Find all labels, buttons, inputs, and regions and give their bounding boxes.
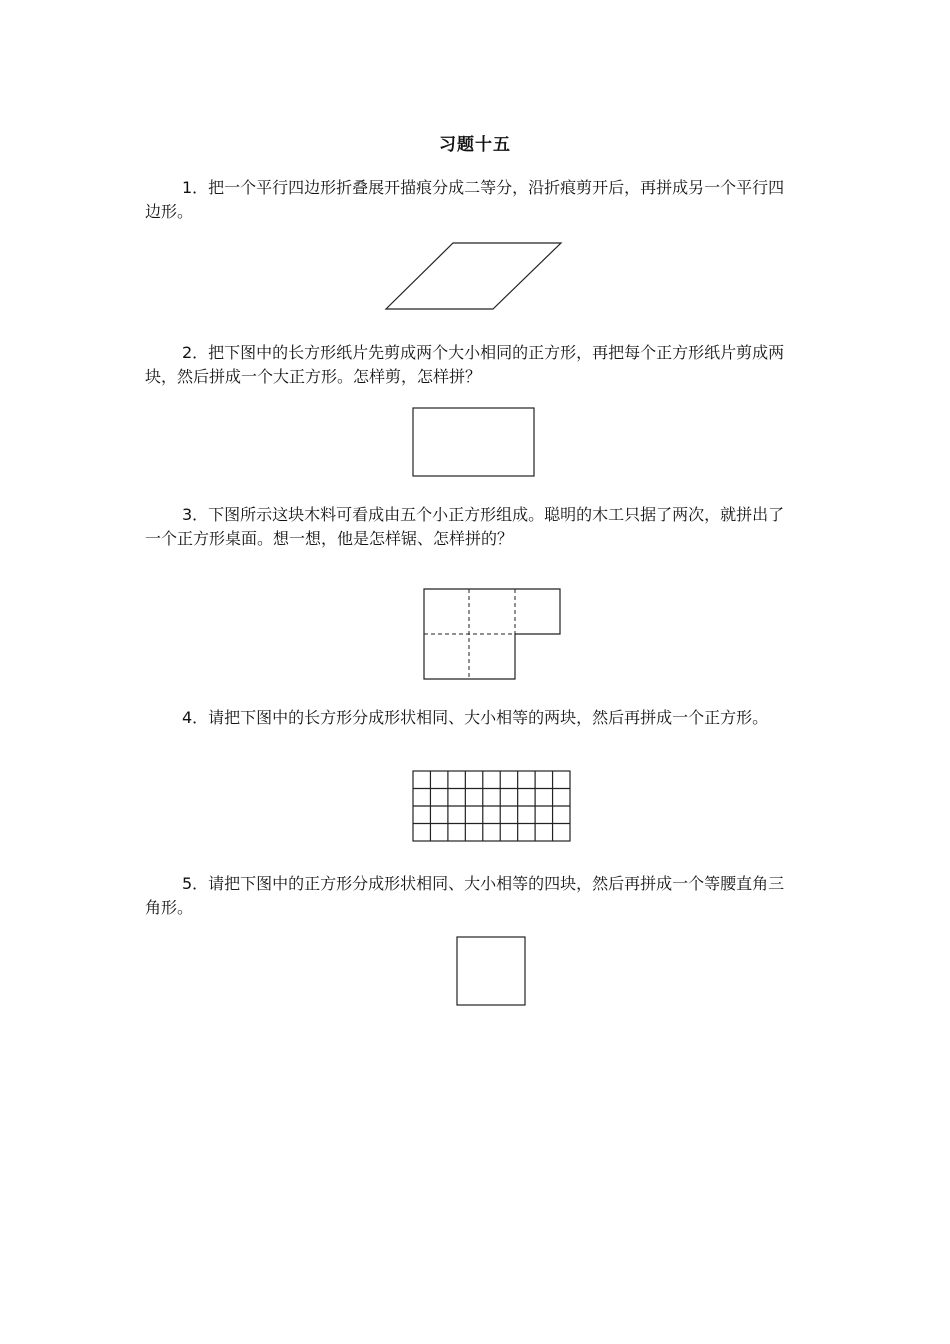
parallelogram-shape	[386, 243, 561, 309]
question-3: 3．下图所示这块木料可看成由五个小正方形组成。聪明的木工只据了两次，就拼出了一个正方形桌面。想一想，他是怎样锯、怎样拼的？	[145, 505, 785, 548]
rectangle-figure	[412, 407, 536, 479]
rectangle-shape	[413, 408, 534, 476]
square-figure	[456, 936, 528, 1008]
parallelogram-figure	[385, 242, 565, 312]
question-5: 5．请把下图中的正方形分成形状相同、大小相等的四块，然后再拼成一个等腰直角三角形。	[145, 874, 785, 917]
question-1: 1．把一个平行四边形折叠展开描痕分成二等分，沿折痕剪开后，再拼成另一个平行四边形。	[145, 178, 785, 221]
question-4: 4．请把下图中的长方形分成形状相同、大小相等的两块，然后再拼成一个正方形。	[182, 708, 769, 727]
page-title: 习题十五	[439, 135, 511, 155]
grid-rectangle-figure	[412, 770, 574, 844]
wood-outline	[424, 589, 560, 679]
question-2: 2．把下图中的长方形纸片先剪成两个大小相同的正方形，再把每个正方形纸片剪成两块，然后拼成一个大正方形。怎样剪，怎样拼？	[145, 343, 785, 386]
five-squares-figure	[422, 587, 564, 683]
square-shape	[457, 937, 525, 1005]
